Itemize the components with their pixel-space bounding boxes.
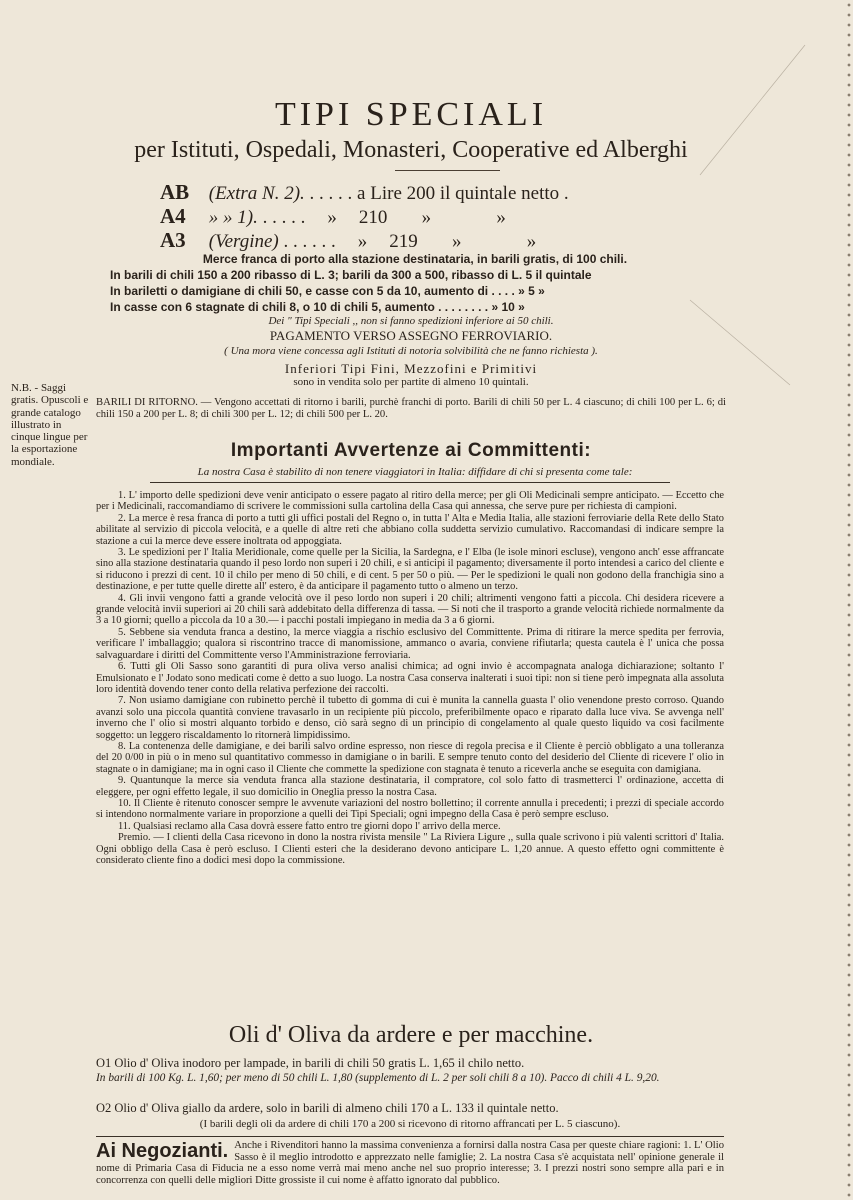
terms-line-7: ( Una mora viene concessa agli Istituti di notoria solvibilità che ne fanno richiesta ). bbox=[224, 345, 598, 357]
price-value: 210 bbox=[358, 207, 388, 228]
oli-line-1: O1 Olio d' Oliva inodoro per lampade, in barili di chili 50 gratis L. 1,65 il chilo netto. bbox=[96, 1056, 525, 1070]
negozianti-text: Anche i Rivenditori hanno la massima convenienza a fornirsi dalla nostra Casa per queste chiare ragioni: 1. L' Olio Sasso è il meglio introdotto e apprezzato nelle famiglie; 2. La nostra Casa s'è acquistata nell' opinione generale il nome di Primaria Casa di Fiducia ne a esso nome verrà mai meno anche nel suo proprio interesse; 3. I prezzi nostri sono sempre alla pari e in concorrenza con quelli delle migliori Ditte grossiste il cui nome è affatto ignorato dal pubblico. bbox=[96, 1140, 724, 1186]
oli-line-4: (I barili degli oli da ardere di chili 170 a 200 si ricevono di ritorno affrancati per L. 5 ciascuno). bbox=[199, 1118, 621, 1130]
avvertenza-5: 5. Sebbene sia venduta franca a destino, la merce viaggia a rischio esclusivo del Committente. Prima di ritirare la merce spedita per ferrovia, verificare l' imballaggio; qualora si riscontrino tracce di manomissione, ammanco o avaria, conviene rifiutarla; questa cautela è l' unica che possa salvaguardare i diritti del Committente verso l'Amministrazione ferroviaria. bbox=[96, 626, 724, 661]
price-desc: » » 1). bbox=[208, 207, 258, 228]
price-quintal: » bbox=[452, 231, 462, 252]
terms-line-5: Dei " Tipi Speciali ,, non si fanno spedizioni inferiore ai 50 chili. bbox=[268, 315, 554, 327]
price-code: A3 bbox=[160, 228, 186, 252]
oli-line-2: In barili di 100 Kg. L. 1,60; per meno di 50 chili L. 1,80 (supplemento di L. 2 per soli chili 8 a 10). Pacco di chili 4 L. 9,20. bbox=[96, 1072, 660, 1084]
price-dots: . . . . . . bbox=[283, 231, 341, 252]
barili-di-ritorno: BARILI DI RITORNO. — Vengono accettati di ritorno i barili, purchè franchi di porto. Barili di chili 50 per L. 4 ciascuno; di chili 100 per L. 6; di chili 150 a 200 per L. 8; di chili 300 per L. 12; di chili 500 per L. 20. bbox=[96, 397, 726, 420]
terms-line-9: sono in vendita solo per partite di almeno 10 quintali. bbox=[293, 376, 529, 388]
price-desc: (Vergine) bbox=[208, 231, 279, 252]
avvertenza-11: 11. Qualsiasi reclamo alla Casa dovrà essere fatto entro tre giorni dopo l' arrivo della merce. bbox=[118, 820, 501, 832]
avvertenza-3: 3. Le spedizioni per l' Italia Meridionale, come quelle per la Sicilia, la Sardegna, e l' Elba (le isole minori escluse), vengono anch' esse affrancate sino alla stazione destinataria quando il peso lordo non superi i 20 chili, e si anticipi il pagamento; diversamente il porto intendesi a carico del cliente e si riducono i prezzi di cent. 10 il chilo per meno di 50 chili, e di cent. 5 per 50 o più. — Per le spedizioni le quali non godono della franchigia sino a destinazione, e per tutte quelle dirette all' estero, è da anticipare il pagamento tutto o almeno un terzo. bbox=[96, 547, 724, 593]
price-row-a3 bbox=[160, 228, 536, 253]
price-code: AB bbox=[160, 180, 190, 204]
nb-note: N.B. - Saggi gratis. Opuscoli e grande catalogo illustrato in cinque lingue per la esportazione mondiale. bbox=[11, 382, 89, 468]
price-row-a4 bbox=[160, 204, 506, 229]
title-rule bbox=[395, 170, 500, 171]
price-unit: » bbox=[357, 231, 368, 252]
price-value: 200 bbox=[406, 183, 436, 204]
terms-line-3: In bariletti o damigiane di chili 50, e casse con 5 da 10, aumento di . . . . » 5 » bbox=[110, 284, 545, 298]
avvertenze-body bbox=[96, 490, 724, 866]
oli-title: Oli d' Oliva da ardere e per macchine. bbox=[228, 1022, 594, 1048]
avvertenza-6: 6. Tutti gli Oli Sasso sono garantiti di pura oliva verso analisi chimica; ad ogni invio è accompagnata analoga dichiarazione; soltanto l' Emulsionato e l' Jodato sono medicati come è detto a suo luogo. La nostra Casa conserva inalterati i suoi tipi: non si tiene però impegnata alla assoluta loro identità dovendo tener conto della relativa perfezione dei raccolti. bbox=[96, 661, 724, 695]
price-desc: (Extra N. 2). bbox=[208, 183, 305, 204]
terms-line-4: In casse con 6 stagnate di chili 8, o 10 di chili 5, aumento . . . . . . . . » 10 » bbox=[110, 300, 525, 314]
terms-line-2: In barili di chili 150 a 200 ribasso di L. 3; barili da 300 a 500, ribasso di L. 5 il quintale bbox=[110, 268, 592, 282]
terms-line-8: Inferiori Tipi Fini, Mezzofini e Primitivi bbox=[284, 361, 538, 376]
price-quintal: » bbox=[421, 207, 432, 228]
oli-line-3: O2 Olio d' Oliva giallo da ardere, solo in barili di almeno chili 170 a L. 133 il quintale netto. bbox=[96, 1101, 559, 1115]
price-unit: a Lire bbox=[357, 183, 402, 204]
premio-note: Premio. — I clienti della Casa ricevono in dono la nostra rivista mensile " La Riviera Ligure ,, sulla quale scrivono i più valenti scrittori d' Italia. Ogni obbligo della Casa è però escluso. I Clienti esteri che la desiderano devono anticipare L. 1,20 annue. A questo effetto ogni committente è considerato cliente fino a dodici mesi dopo la commissione. bbox=[96, 832, 724, 866]
negozianti-block bbox=[96, 1140, 724, 1186]
negozianti-rule bbox=[96, 1136, 724, 1137]
price-tail: » bbox=[526, 231, 537, 252]
terms-line-6: PAGAMENTO VERSO ASSEGNO FERROVIARIO. bbox=[269, 328, 553, 343]
avvertenza-2: 2. La merce è resa franca di porto a tutti gli uffici postali del Regno o, in tutta l' Alta e Media Italia, alle stazioni ferroviarie della Rete dello Stato abilitate al servizio di piccola velocità, e a quelle di altre reti che abbiano colla suddetta servizio cumulativo. Raccomandasi di indicare sempre la stazione a cui la merce deve essere inoltrata od appoggiata. bbox=[96, 512, 724, 547]
page-subtitle: per Istituti, Ospedali, Monasteri, Cooperative ed Alberghi bbox=[134, 137, 688, 163]
avvertenza-8: 8. La contenenza delle damigiane, e dei barili salvo ordine espresso, non riesce di regola precisa e il Cliente è perciò obbligato a una tolleranza del 20 0/00 in più o in meno sul quantitativo commesso in damigiane o in barili. E sempre tenuto conto del desiderio del Cliente di ricevere l' olio in stagnate o in damigiane; ma in ogni caso il Cliente che commette la spedizione con stagnata è tenuto a riceverla anche se eseguita con damigiana. bbox=[96, 740, 724, 775]
avvertenza-10: 10. Il Cliente è ritenuto conoscer sempre le avvenute variazioni del nostro bollettino; il corrente annulla i precedenti; i prezzi di speciale accordo si intendono normalmente variare in proporzione a quelli dei Tipi Speciali; ogni impegno della Casa è però sempre escluso. bbox=[96, 797, 724, 821]
price-tail: » bbox=[496, 207, 506, 228]
page-title: TIPI SPECIALI bbox=[274, 96, 548, 133]
negozianti-head: Ai Negozianti. bbox=[96, 1140, 229, 1162]
avvertenza-4: 4. Gli invii vengono fatti a grande velocità ove il peso lordo non superi i 20 chili; altrimenti vengono fatti a piccola. Chi desidera ricevere a grande velocità invii superiori ai 20 chili sarà addebitato della differenza di tassa. — Si noti che il trasporto a grande velocità richiede normalmente da 3 a 10 giorni; quello a piccola da 10 a 30.— i pacchi postali impiegano in media da 3 a 6 giorni. bbox=[96, 592, 724, 627]
price-value: 219 bbox=[389, 231, 418, 252]
terms-line-1: Merce franca di porto alla stazione destinataria, in barili gratis, di 100 chili. bbox=[202, 252, 628, 266]
price-dots: . . . . . bbox=[262, 207, 311, 228]
avvertenza-9: 9. Quantunque la merce sia venduta franca alla stazione destinataria, il compratore, col solo fatto di trasmetterci l' ordinazione, accetta di eleggere, per ogni effetto legale, il suo domicilio in Oneglia presso la nostra Casa. bbox=[96, 775, 724, 798]
price-dots: . . . . . bbox=[309, 183, 358, 204]
price-tail: . bbox=[563, 183, 569, 204]
price-row-ab bbox=[160, 180, 569, 205]
avvertenze-subtitle: La nostra Casa è stabilito di non tenere viaggiatori in Italia: diffidare di chi si presenta come tale: bbox=[197, 466, 633, 478]
price-code: A4 bbox=[160, 204, 186, 228]
avvertenze-rule bbox=[150, 482, 670, 483]
price-unit: » bbox=[327, 207, 337, 228]
avvertenze-title: Importanti Avvertenze ai Committenti: bbox=[230, 440, 592, 461]
price-quintal: il quintale netto bbox=[439, 183, 560, 204]
avvertenza-1: 1. L' importo delle spedizioni deve venir anticipato o essere pagato al ritiro della merce; per gli Oli Medicinali sempre anticipato. — Eccetto che per i Medicinali, raccomandiamo di scrivere le commissioni sulla cartolina della Casa qui annessa, che serve pure per richiesta di campioni. bbox=[96, 490, 724, 513]
avvertenza-7: 7. Non usiamo damigiane con rubinetto perchè il tubetto di gomma di cui è munita la cannella guasta l' olio venendone presto corroso. Quando avanzi solo una piccola quantità conviene travasarlo in un recipiente più piccolo, preferibilmente opaco e riparato dalla luce viva. Se avvenga nell' inverno che l' olio si mostri alquanto torbido e denso, ciò sarà segno di un principio di congelamento al quale questo liquido va così facilmente soggetto: un leggero riscaldamento lo ritornerà limpidissimo. bbox=[96, 695, 724, 741]
